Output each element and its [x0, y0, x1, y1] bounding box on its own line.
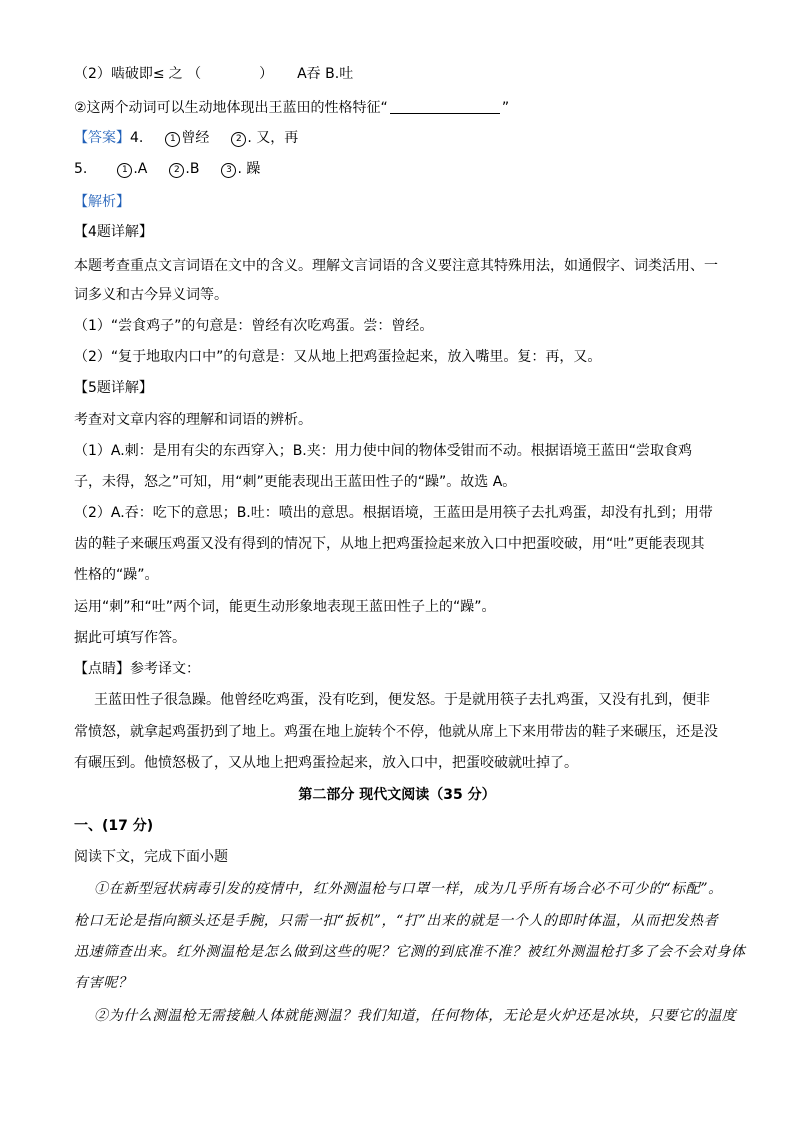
q5-answer1-marker: 1	[117, 163, 132, 178]
le-symbol: ≤	[152, 66, 165, 82]
q5-part2-prefix: （2）啮破即	[74, 66, 153, 82]
q5-part3	[74, 98, 509, 118]
reading-line-2: 枪口无论是指向额头还是手腕，只需一扣“扳机”，“打”出来的就是一个人的即时体温，从而把发热者	[74, 913, 719, 929]
q4-line-2: 词多义和古今异义词等。	[74, 287, 228, 303]
q5-line-8: 据此可填写作答。	[74, 630, 186, 646]
q5-line-4: （2）A.吞：吃下的意思；B.吐：喷出的意思。根据语境，王蓝田是用筷子去扎鸡蛋，却没有扎到；用带	[74, 505, 713, 521]
q5-line-5: 齿的鞋子来碾压鸡蛋又没有得到的情况下，从地上把鸡蛋捡起来放入口中把蛋咬破，用“吐”更能表现其	[74, 536, 705, 552]
q5-part2-close: ）	[259, 66, 274, 82]
q5-part2	[74, 64, 353, 84]
reading-line-4: 有害呢？	[74, 975, 133, 991]
q4-answer1-marker: 1	[165, 132, 180, 147]
part2-title: 第二部分 现代文阅读（35 分）	[298, 787, 496, 803]
q5-line-3: 子，未得，怒之”可知，用“刺”更能表现出王蓝田性子的“躁”。故选 A。	[74, 474, 517, 490]
q5-line-2: （1）A.刺：是用有尖的东西穿入；B.夹：用力使中间的物体受钳而不动。根据语境王蓝田“尝取食鸡	[74, 443, 692, 459]
reading-line-5: ②为什么测温枪无需接触人体就能测温？我们知道，任何物体，无论是火炉还是冰块，只要它的温度	[94, 1008, 737, 1024]
q4-line-1: 本题考查重点文言词语在文中的含义。理解文言词语的含义要注意其特殊用法，如通假字、词类活用、一	[74, 258, 718, 274]
q4-answer2: . 又，再	[247, 130, 299, 146]
q5-answer3-marker: 3	[221, 163, 236, 178]
reading-line-3: 迅速筛查出来。红外测温枪是怎么做到这些的呢？它测的到底准不准？被红外测温枪打多了会不会对身体	[74, 944, 746, 960]
q4-answer1: 曾经	[181, 130, 210, 146]
q5-part3-text: ②这两个动词可以生动地体现出王蓝田的性格特征“	[74, 100, 388, 116]
q5-answer2: .B	[185, 161, 200, 177]
q5-detail-heading: 【5题详解】	[74, 380, 153, 396]
translation-line-3: 有碾压到。他愤怒极了，又从地上把鸡蛋捡起来，放入口中，把蛋咬破就吐掉了。	[74, 755, 578, 771]
analysis-label: 【解析】	[74, 194, 130, 210]
q5-line-7: 运用“刺”和“吐”两个词，能更生动形象地表现王蓝田性子上的“躁”。	[74, 599, 496, 615]
q4-line-3: （1）“尝食鸡子”的句意是：曾经有次吃鸡蛋。尝：曾经。	[74, 318, 434, 334]
q5-line-6: 性格的“躁”。	[74, 567, 159, 583]
reading-line-1: ①在新型冠状病毒引发的疫情中，红外测温枪与口罩一样，成为几乎所有场合必不可少的“标配”。	[94, 881, 723, 897]
q5-part3-close: ”	[501, 100, 510, 116]
q4-line-4: （2）“复于地取内口中”的句意是：又从地上把鸡蛋捡起来，放入嘴里。复：再，又。	[74, 349, 602, 365]
answer-label: 【答案】	[74, 130, 130, 146]
q4-number: 4.	[130, 130, 144, 146]
q4-answer2-marker: 2	[231, 132, 246, 147]
tips-heading: 【点睛】参考译文：	[74, 661, 200, 677]
q5-part2-mid: 之 （	[168, 66, 202, 82]
q5-line-1: 考查对文章内容的理解和词语的辨析。	[74, 412, 312, 428]
translation-line-2: 常愤怒，就拿起鸡蛋扔到了地上。鸡蛋在地上旋转个不停，他就从席上下来用带齿的鞋子来碾压，还是没	[74, 724, 718, 740]
answer-blank[interactable]	[390, 99, 500, 114]
answer-line-q4	[74, 128, 298, 148]
q4-detail-heading: 【4题详解】	[74, 224, 153, 240]
answer-line-q5	[74, 159, 260, 179]
q5-part2-options: A吞 B.吐	[297, 66, 354, 82]
section-heading: 一、(17 分)	[74, 818, 154, 834]
translation-line-1: 王蓝田性子很急躁。他曾经吃鸡蛋，没有吃到，便发怒。于是就用筷子去扎鸡蛋，又没有扎到，便非	[94, 692, 710, 708]
q5-answer3: . 躁	[237, 161, 261, 177]
q5-number: 5.	[74, 161, 88, 177]
q5-answer1: .A	[133, 161, 148, 177]
reading-instruction: 阅读下文，完成下面小题	[74, 849, 228, 865]
q5-answer2-marker: 2	[169, 163, 184, 178]
